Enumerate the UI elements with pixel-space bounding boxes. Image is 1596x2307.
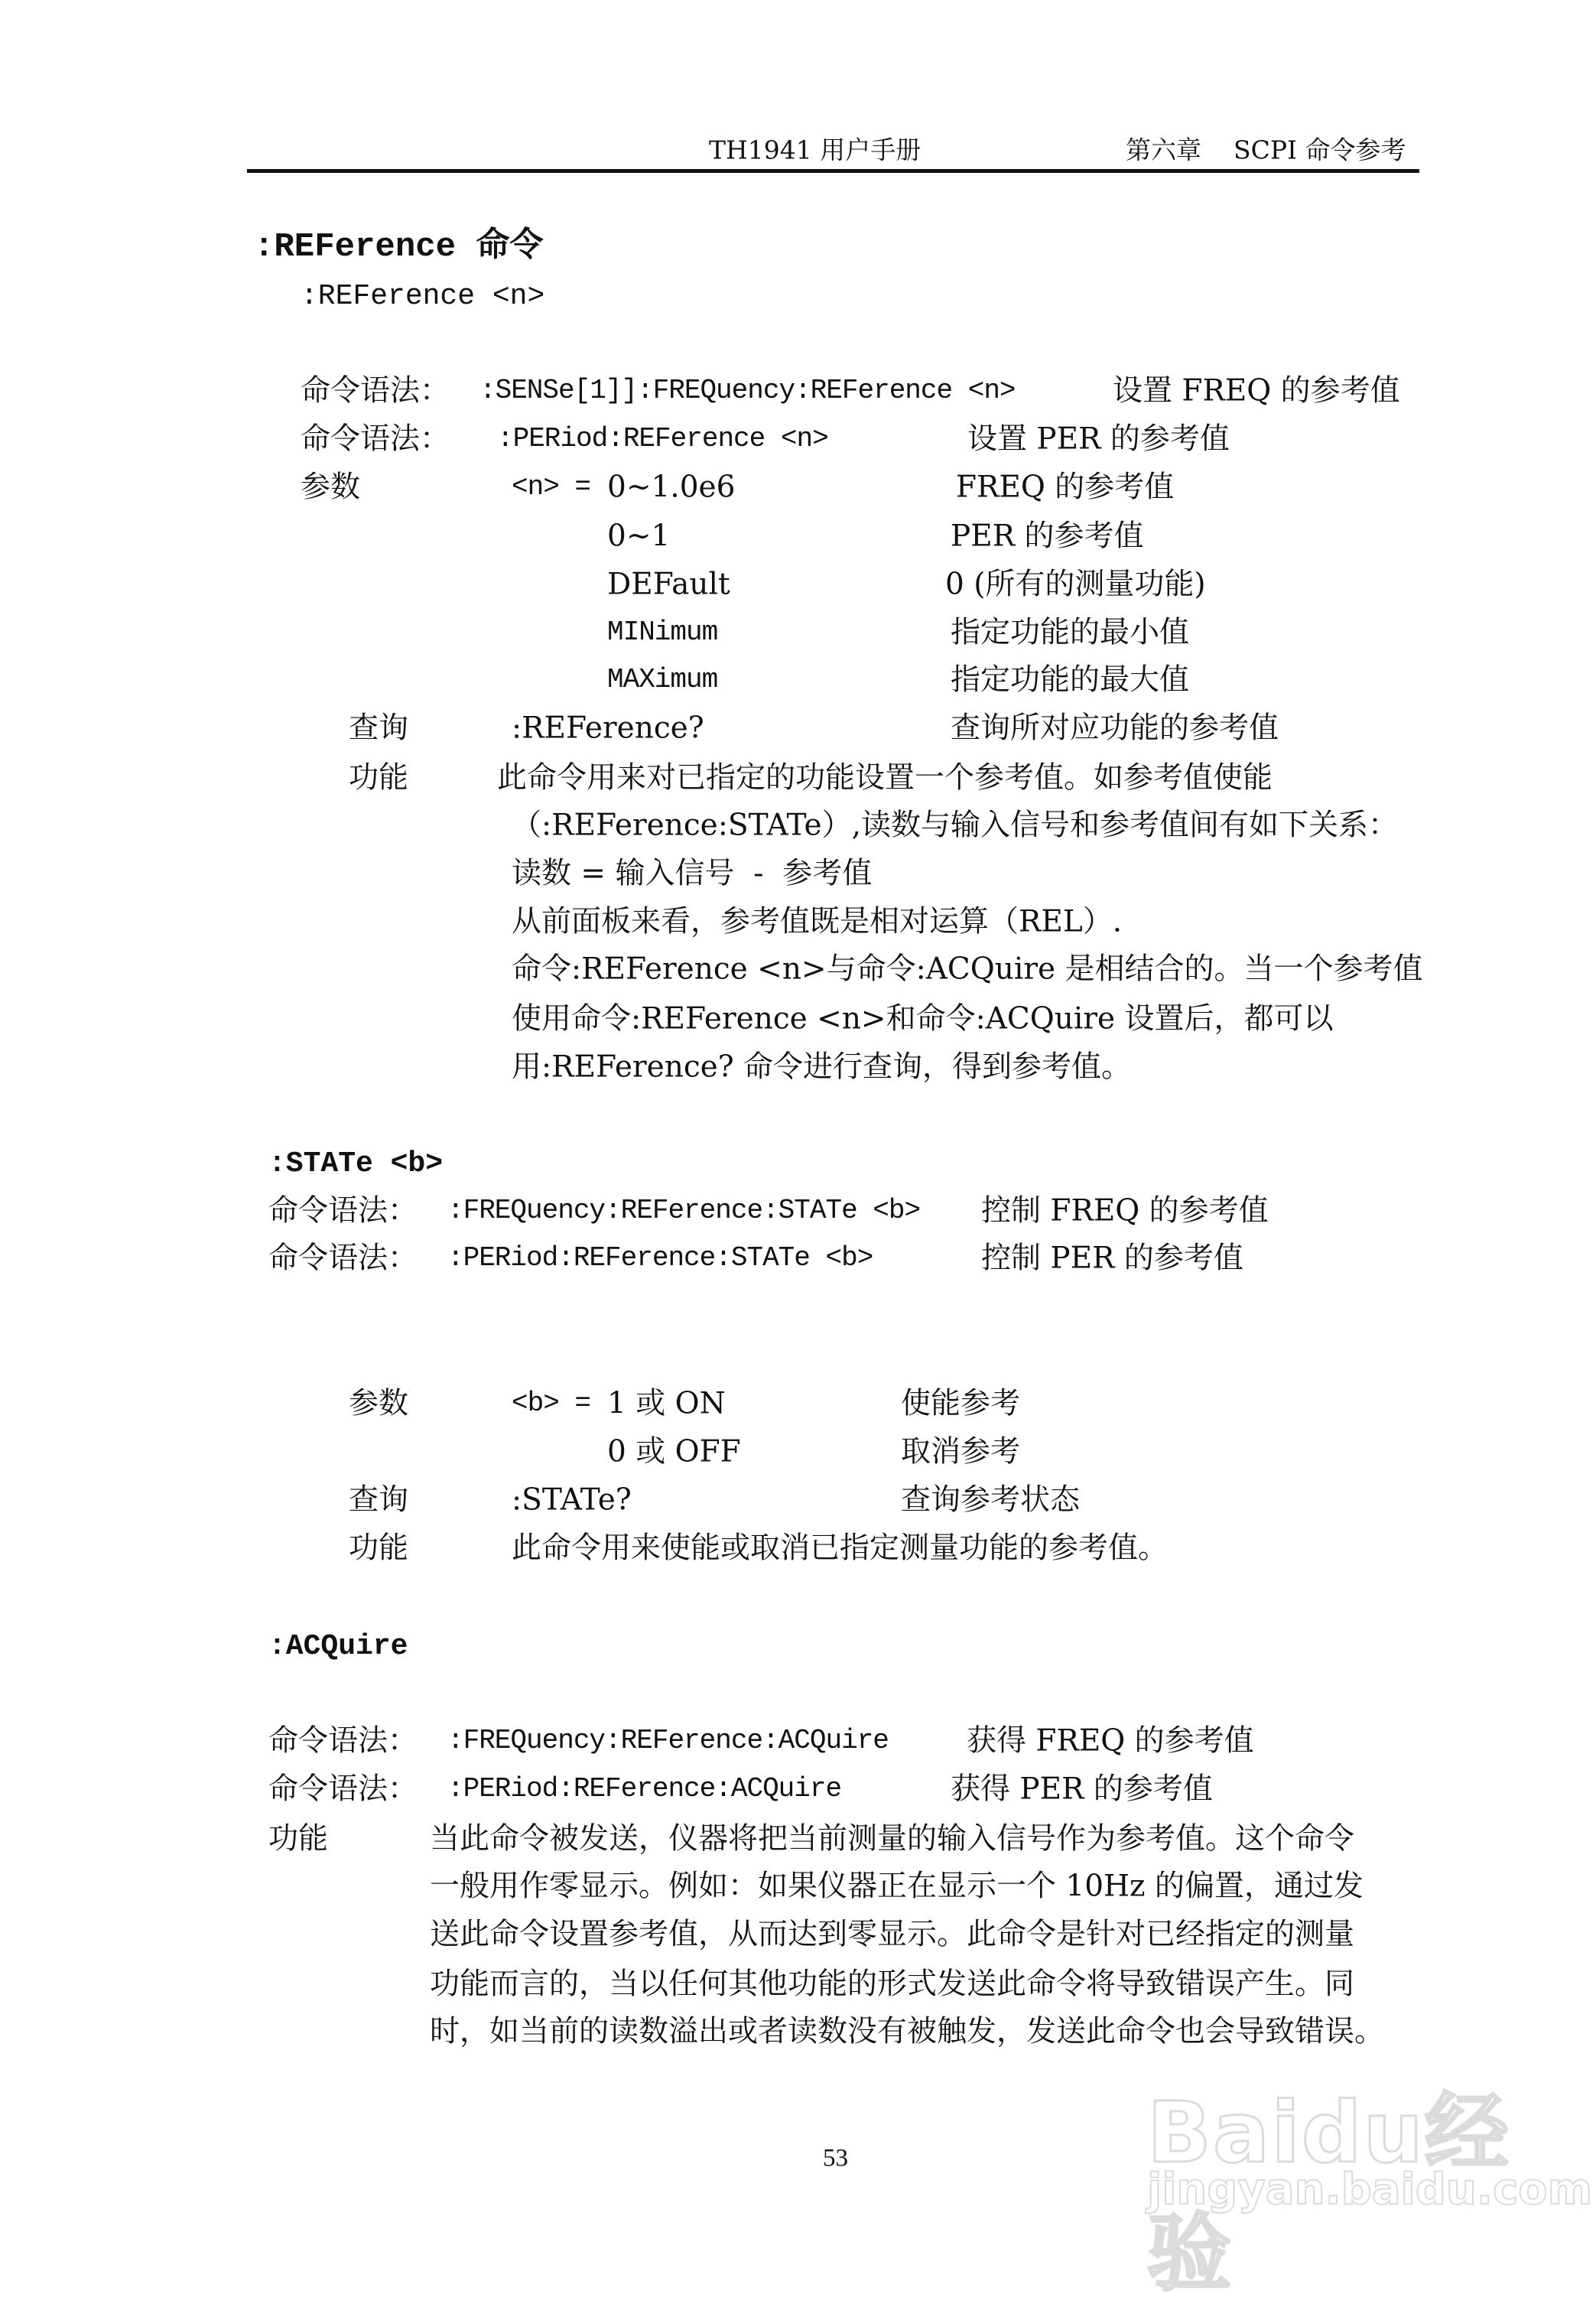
param-desc: FREQ 的参考值	[956, 470, 1175, 505]
function-line: 命令:REFerence <n>与命令:ACQuire 是相结合的。当一个参考值	[512, 952, 1423, 987]
syntax-desc: 设置 PER 的参考值	[967, 421, 1230, 457]
function-line: 从前面板来看，参考值既是相对运算（REL）.	[512, 904, 1123, 939]
function-line: （:REFerence:STATe）,读数与输入信号和参考值间有如下关系：	[512, 808, 1398, 843]
query-desc: 查询参考状态	[901, 1482, 1081, 1518]
param-value: 1 或 ON	[607, 1386, 726, 1421]
syntax-desc: 控制 FREQ 的参考值	[981, 1193, 1269, 1228]
function-line: 此命令用来对已指定的功能设置一个参考值。如参考值使能	[497, 760, 1273, 796]
param-desc: PER 的参考值	[951, 519, 1144, 554]
section-title-reference: :REFerence 命令	[254, 228, 544, 266]
param-value: 0~1.0e6	[607, 470, 736, 505]
page-number: 53	[823, 2144, 848, 2172]
syntax-label: 命令语法：	[268, 1241, 418, 1276]
syntax-label: 命令语法：	[268, 1772, 418, 1807]
syntax-command: :FREQuency:REFerence:ACQuire	[447, 1725, 889, 1756]
function-label: 功能	[268, 1821, 329, 1856]
param-desc: 使能参考	[901, 1386, 1021, 1421]
function-label: 功能	[349, 1531, 409, 1566]
syntax-command: :SENSe[1]]:FREQuency:REFerence <n>	[479, 375, 1016, 406]
syntax-desc: 设置 FREQ 的参考值	[1113, 373, 1400, 408]
function-line: 用:REFerence? 命令进行查询，得到参考值。	[512, 1049, 1132, 1085]
function-text: 此命令用来使能或取消已指定测量功能的参考值。	[512, 1531, 1169, 1566]
param-value: 0~1	[607, 519, 671, 554]
function-formula: 读数 = 输入信号 - 参考值	[512, 856, 873, 891]
function-line: 时，如当前的读数溢出或者读数没有被触发，发送此命令也会导致错误。	[430, 2014, 1385, 2049]
watermark-url: jingyan.baidu.com	[1147, 2165, 1593, 2214]
param-value: DEFault	[607, 567, 730, 602]
syntax-desc: 控制 PER 的参考值	[981, 1241, 1243, 1276]
syntax-desc: 获得 FREQ 的参考值	[967, 1723, 1254, 1759]
function-line: 当此命令被发送，仪器将把当前测量的输入信号作为参考值。这个命令	[430, 1821, 1355, 1856]
function-line: 送此命令设置参考值，从而达到零显示。此命令是针对已经指定的测量	[430, 1917, 1355, 1952]
function-line: 一般用作零显示。例如：如果仪器正在显示一个 10Hz 的偏置，通过发	[430, 1869, 1364, 1904]
param-value: MAXimum	[607, 664, 718, 695]
param-label: 参数	[301, 470, 361, 505]
query-command: :STATe?	[512, 1482, 632, 1518]
header-rule	[247, 169, 1419, 173]
syntax-label: 命令语法：	[268, 1723, 418, 1759]
function-line: 功能而言的，当以任何其他功能的形式发送此命令将导致错误产生。同	[430, 1967, 1355, 2002]
query-desc: 查询所对应功能的参考值	[951, 711, 1279, 746]
section-title-acquire: :ACQuire	[268, 1630, 408, 1663]
function-label: 功能	[349, 760, 409, 796]
syntax-desc: 获得 PER 的参考值	[951, 1772, 1213, 1807]
baidu-logo-icon: Baidu经验	[1147, 2084, 1510, 2302]
param-desc: 指定功能的最小值	[951, 615, 1190, 650]
chapter-title: 第六章 SCPI 命令参考	[1126, 135, 1406, 165]
syntax-label: 命令语法：	[268, 1193, 418, 1228]
query-label: 查询	[349, 711, 409, 746]
syntax-command: :FREQuency:REFerence:STATe <b>	[447, 1195, 921, 1226]
syntax-label: 命令语法：	[301, 421, 450, 457]
param-prefix: <b> =	[512, 1388, 591, 1419]
param-desc: 取消参考	[901, 1434, 1021, 1469]
syntax-label: 命令语法：	[301, 373, 450, 408]
subsection-title-reference-n: :REFerence <n>	[301, 280, 545, 313]
param-desc: 0 (所有的测量功能)	[945, 567, 1206, 602]
param-value: MINimum	[607, 617, 718, 648]
param-prefix: <n> =	[512, 471, 591, 503]
section-title-state: :STATe <b>	[268, 1147, 444, 1180]
function-line: 使用命令:REFerence <n>和命令:ACQuire 设置后，都可以	[512, 1001, 1334, 1036]
syntax-command: :PERiod:REFerence:ACQuire	[447, 1773, 842, 1804]
query-command: :REFerence?	[512, 711, 704, 746]
syntax-command: :PERiod:REFerence <n>	[497, 423, 828, 454]
param-label: 参数	[349, 1386, 409, 1421]
syntax-command: :PERiod:REFerence:STATe <b>	[447, 1242, 873, 1274]
param-desc: 指定功能的最大值	[951, 662, 1190, 698]
query-label: 查询	[349, 1482, 409, 1518]
baidu-watermark	[1147, 2065, 1593, 2302]
param-value: 0 或 OFF	[607, 1434, 741, 1469]
manual-title: TH1941 用户手册	[709, 135, 922, 165]
